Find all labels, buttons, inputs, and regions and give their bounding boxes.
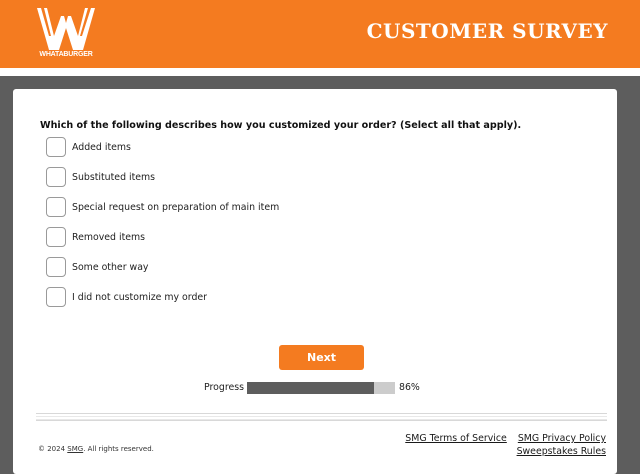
option-special-request[interactable] <box>46 196 279 218</box>
progress-percent: 86% <box>399 382 420 393</box>
checkbox[interactable] <box>46 287 66 307</box>
logo-wordmark: WHATABURGER <box>39 51 93 58</box>
option-added-items[interactable] <box>46 136 131 158</box>
option-substituted-items[interactable] <box>46 166 155 188</box>
option-label: I did not customize my order <box>72 291 208 303</box>
header-divider <box>0 68 640 76</box>
option-some-other-way[interactable] <box>46 256 148 278</box>
checkbox[interactable] <box>46 197 66 217</box>
survey-card <box>13 89 617 474</box>
option-label: Removed items <box>72 231 146 243</box>
privacy-policy-link[interactable]: SMG Privacy Policy <box>517 433 606 444</box>
checkbox[interactable] <box>46 227 66 247</box>
option-label: Special request on preparation of main item <box>72 201 280 213</box>
header-bar <box>0 0 640 68</box>
footer-links <box>405 432 606 458</box>
next-button[interactable]: Next <box>279 345 364 370</box>
copyright-suffix: . All rights reserved. <box>83 445 154 453</box>
checkbox[interactable] <box>46 137 66 157</box>
progress-label: Progress <box>204 382 245 393</box>
question-text: Which of the following describes how you customized your order? (Select all that apply). <box>40 120 522 131</box>
terms-of-service-link[interactable]: SMG Terms of Service <box>405 433 507 444</box>
option-removed-items[interactable] <box>46 226 145 248</box>
copyright-text <box>38 445 154 453</box>
checkbox[interactable] <box>46 167 66 187</box>
copyright-prefix: © 2024 <box>38 445 66 453</box>
copyright-company: SMG <box>67 445 84 453</box>
whataburger-logo <box>35 6 97 60</box>
option-did-not-customize[interactable] <box>46 286 207 308</box>
sweepstakes-rules-link[interactable]: Sweepstakes Rules <box>516 446 606 457</box>
option-label: Substituted items <box>72 171 156 183</box>
progress-bar <box>247 382 395 394</box>
option-label: Added items <box>72 141 131 153</box>
whataburger-w-icon <box>35 6 97 52</box>
progress-bar-fill <box>247 382 374 394</box>
checkbox[interactable] <box>46 257 66 277</box>
footer-divider <box>36 413 607 421</box>
page-title: CUSTOMER SURVEY <box>366 19 608 43</box>
option-label: Some other way <box>72 261 149 273</box>
